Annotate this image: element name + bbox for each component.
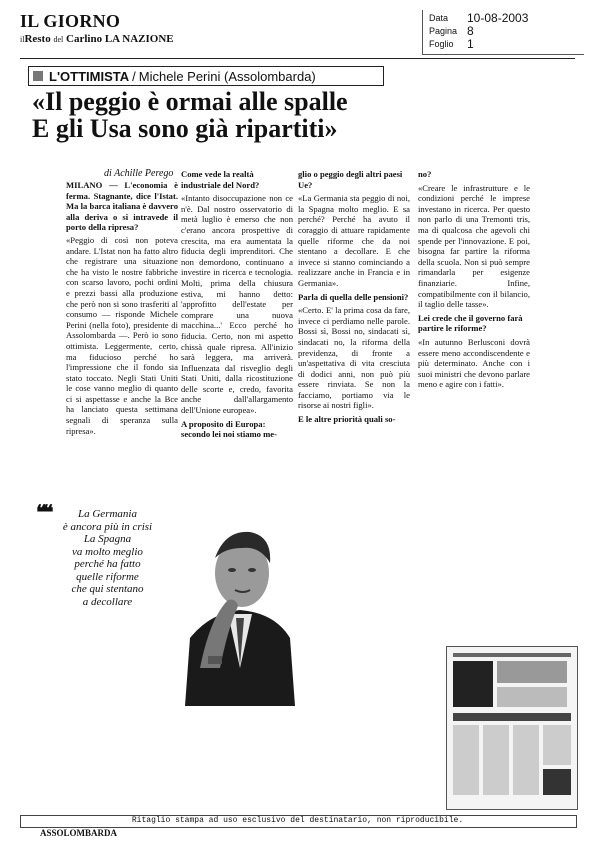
header-divider (20, 58, 575, 59)
article-paragraph: «Peggio di così non poteva andare. L'Istat non ha fatto altro che registrare una situazione che ha visto le nostre fabbriche con scarso lavoro, pochi ordini e prezzi bassi alla produzione che però non si sono trasferiti al consumo — risponde Michele Perini (nella foto), presidente di Assolombarda —. Però io sono ottimista. Leggermente, certo, ma fiducioso perché ho l'impressione che il fondo sia stato toccato. Negli Stati Uniti le cose vanno meglio di quanto ci si aspettasse e anche la Bce ha lanciato questa settimana segnali di speranza sulla ripresa». (66, 234, 178, 436)
article-column-2 (181, 166, 293, 443)
footer-notice: Ritaglio stampa ad uso esclusivo del destinatario, non riproducibile. (131, 816, 464, 825)
interview-question: no? (418, 169, 432, 179)
interview-question: E le altre priorità quali so- (298, 414, 396, 425)
interview-question: glio o peggio degli altri paesi Ue? (298, 169, 403, 190)
meta-date-label: Data (429, 13, 449, 23)
masthead-il: il (20, 35, 25, 44)
byline: di Achille Perego (104, 168, 174, 179)
article-paragraph: «Certo. E' la prima cosa da fare, invece ci perdiamo nelle parole. Bossi sì, Bossi no, sindacati sì, sindacati no, la riforma della previdenza, di fronte a un'aspettativa di vita cresciuta di dodici anni, non può più essere rinviata. Se non la facciamo, portiamo via le risorse ai nostri figli». (298, 305, 410, 411)
pull-quote-line: che qui stentano (71, 583, 144, 595)
interview-question: A proposito di Europa: secondo lei noi stiamo me- (181, 418, 277, 440)
article-paragraph: «La Germania sta peggio di noi, la Spagna molto meglio. E sa perché? Perché ha avuto il coraggio di attuare rapidamente quelle riforme che da noi stentano a decollare. E che invece si stanno cominciando a realizzare anche in Francia e in Germania». (298, 193, 410, 288)
section-square-icon (33, 71, 43, 81)
article-column-3 (298, 166, 410, 428)
meta-date-value: 10-08-2003 (467, 11, 529, 25)
portrait-photo (180, 518, 295, 706)
meta-sheet (429, 38, 584, 51)
meta-date (429, 12, 584, 25)
masthead-del: del (53, 35, 64, 44)
section-person: Michele Perini (Assolombarda) (138, 68, 316, 84)
section-separator: / (132, 68, 136, 84)
interview-question: Come vede la realtà industriale del Nord? (181, 169, 260, 190)
interview-question: Parla di quella delle pensioni? (298, 291, 409, 302)
headline-line-2: E gli Usa sono già ripartiti» (32, 114, 338, 143)
meta-page (429, 25, 584, 38)
article-paragraph: «Creare le infrastrutture e le condizioni perché le imprese investano in ricerca. Per questo non parlo di una Tremonti tris, ma di qualcosa che agevoli chi spende per l'innovazione. E poi, bisogna far partire la riforma della scuola. Non si può sempre rimandarla per esigenze finanziarie. Infine, compatibilmente con il bilancio, il taglio delle tasse». (418, 182, 530, 310)
masthead (20, 12, 270, 47)
meta-page-label: Pagina (429, 26, 458, 36)
article-paragraph: «Intanto disoccupazione non ce n'è. Dal nostro osservatorio di metà luglio è emerso che non c'erano ancora prospettive di crescita, ma era aumentata la fiducia degli imprenditori. Che non demordono, continuano a investire in ricerca e tecnologia. Molti, prima della chiusura estiva, mi hanno detto: 'approfitto dell'estate per comprare una nuova macchina...' Ecco perché ho fiducia. Certo, non mi aspetto chissà quale ripresa. All'inizio sarà leggera, ma arriverà. Influenzata dal risveglio degli Stati Uniti, dalla ricostituzione delle scorte e, credo, favorita anche dall'allargamento dell'Unione europea». (181, 193, 293, 416)
meta-page-value: 8 (467, 24, 474, 38)
meta-sheet-label: Foglio (429, 39, 454, 49)
article-lead: MILANO — L'economia è ferma. Stagnante, dice l'Istat. Ma la barca italiana è davvero alla deriva o si intravede il porto della ripresa? (66, 180, 178, 233)
headline-line-1: «Il peggio è ormai alle spalle (32, 87, 348, 116)
page-thumbnail (446, 646, 578, 810)
pull-quote-line: va molto meglio (72, 545, 143, 558)
interview-question: Lei crede che il governo farà partire le riforme? (418, 312, 523, 334)
pull-quote (40, 508, 175, 608)
section-label: L'OTTIMISTA (49, 68, 130, 84)
masthead-nazione: LA NAZIONE (104, 33, 174, 45)
pull-quote-line: perché ha fatto (74, 558, 141, 570)
article-column-4 (418, 166, 530, 392)
section-tag (28, 66, 384, 86)
masthead-carlino: Carlino (66, 33, 103, 45)
company-name: ASSOLOMBARDA (40, 828, 118, 838)
article-paragraph: «In autunno Berlusconi dovrà essere meno accondiscendente e più determinato. Anche con i suoi ministri che devono parlare meno e agire con i fatti». (418, 336, 530, 390)
article-column-1 (66, 180, 178, 438)
masthead-resto: Resto (24, 33, 51, 45)
newspaper-group (20, 32, 270, 47)
pull-quote-line: è ancora più in crisi (62, 520, 153, 533)
clipping-meta (422, 10, 584, 55)
newspaper-name: IL GIORNO (20, 11, 121, 31)
quote-marks-icon: ❝❝ (36, 502, 50, 524)
pull-quote-line: La Spagna (83, 533, 132, 545)
pull-quote-line: La Germania (78, 508, 137, 520)
pull-quote-line: a decollare (82, 595, 133, 608)
pull-quote-line: quelle riforme (76, 570, 139, 583)
meta-sheet-value: 1 (467, 37, 474, 51)
headline (32, 88, 432, 142)
